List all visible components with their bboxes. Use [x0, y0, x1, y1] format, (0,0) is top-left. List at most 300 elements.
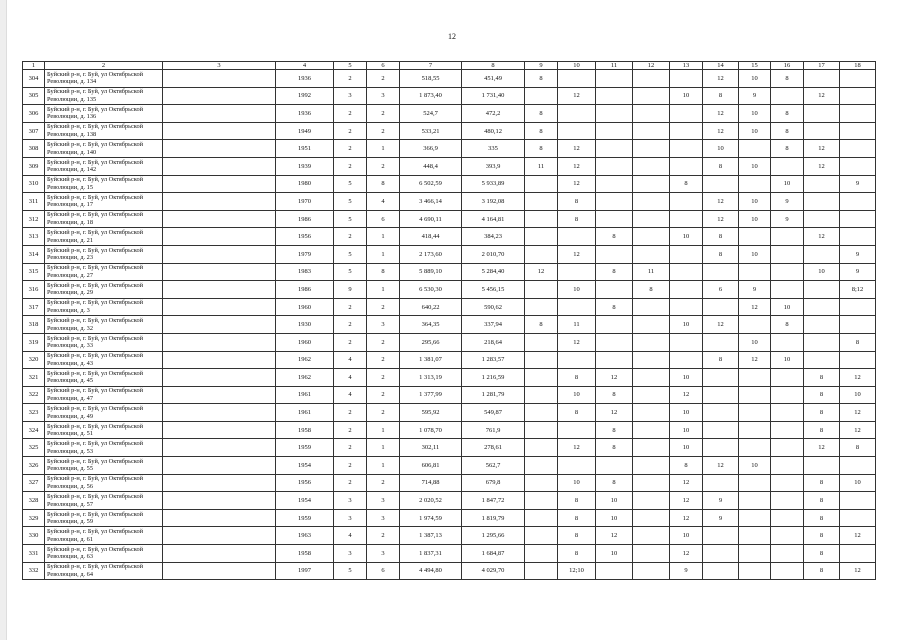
cell-c17 [804, 105, 840, 123]
cell-c6: 1 [367, 228, 400, 246]
cell-c6: 1 [367, 281, 400, 299]
cell-c11: 12 [596, 527, 633, 545]
cell-c6: 3 [367, 316, 400, 334]
cell-c14: 12 [703, 457, 739, 475]
cell-c7: 1 873,40 [400, 87, 462, 105]
cell-c8: 1 283,57 [462, 351, 525, 369]
table-row [23, 369, 876, 387]
cell-c4: 1956 [276, 474, 334, 492]
column-header-14: 14 [703, 62, 739, 70]
cell-c15 [739, 404, 771, 422]
cell-c16 [771, 386, 804, 404]
cell-c13 [670, 70, 703, 88]
cell-c7: 448,4 [400, 157, 462, 175]
cell-c9 [525, 351, 558, 369]
cell-c15: 12 [739, 298, 771, 316]
cell-row-number: 312 [23, 210, 45, 228]
cell-c17 [804, 281, 840, 299]
cell-empty [163, 87, 276, 105]
cell-address: Буйский р-н, г. Буй, ул Октябрьской Революции, д. 17 [45, 193, 163, 211]
cell-empty [163, 140, 276, 158]
cell-c6: 2 [367, 527, 400, 545]
cell-c14 [703, 333, 739, 351]
column-header-7: 7 [400, 62, 462, 70]
cell-c15 [739, 263, 771, 281]
table-row [23, 333, 876, 351]
cell-c4: 1954 [276, 492, 334, 510]
cell-c16 [771, 404, 804, 422]
cell-row-number: 328 [23, 492, 45, 510]
cell-c8: 3 192,08 [462, 193, 525, 211]
cell-address: Буйский р-н, г. Буй, ул Октябрьской Революции, д. 57 [45, 492, 163, 510]
cell-c9 [525, 457, 558, 475]
cell-c11 [596, 140, 633, 158]
cell-c13: 8 [670, 457, 703, 475]
table-row [23, 175, 876, 193]
cell-c8: 2 010,70 [462, 245, 525, 263]
table-row [23, 439, 876, 457]
cell-c17: 8 [804, 421, 840, 439]
cell-c17 [804, 333, 840, 351]
cell-c13: 10 [670, 439, 703, 457]
cell-c18 [840, 351, 876, 369]
cell-c7: 1 377,99 [400, 386, 462, 404]
cell-c7: 1 381,07 [400, 351, 462, 369]
cell-c14 [703, 175, 739, 193]
table-row [23, 122, 876, 140]
cell-c11: 8 [596, 263, 633, 281]
cell-c13: 10 [670, 228, 703, 246]
cell-c18 [840, 157, 876, 175]
cell-c9 [525, 298, 558, 316]
cell-c5: 2 [334, 228, 367, 246]
cell-c6: 2 [367, 157, 400, 175]
cell-c15: 10 [739, 457, 771, 475]
cell-c18: 12 [840, 369, 876, 387]
cell-c11 [596, 210, 633, 228]
cell-c5: 4 [334, 386, 367, 404]
column-header-18: 18 [840, 62, 876, 70]
cell-c9 [525, 562, 558, 580]
cell-c5: 2 [334, 105, 367, 123]
cell-c15: 10 [739, 122, 771, 140]
column-header-1: 1 [23, 62, 45, 70]
cell-c8: 335 [462, 140, 525, 158]
cell-c7: 2 020,52 [400, 492, 462, 510]
cell-c14 [703, 263, 739, 281]
cell-address: Буйский р-н, г. Буй, ул Октябрьской Революции, д. 3 [45, 298, 163, 316]
cell-c14: 12 [703, 210, 739, 228]
cell-empty [163, 545, 276, 563]
cell-c4: 1956 [276, 228, 334, 246]
cell-c16 [771, 527, 804, 545]
cell-c14 [703, 545, 739, 563]
cell-c13 [670, 351, 703, 369]
cell-c14: 10 [703, 140, 739, 158]
cell-c18: 9 [840, 263, 876, 281]
cell-c17: 10 [804, 263, 840, 281]
cell-c15 [739, 228, 771, 246]
cell-c9 [525, 245, 558, 263]
cell-empty [163, 369, 276, 387]
cell-c10: 12 [558, 87, 596, 105]
cell-address: Буйский р-н, г. Буй, ул Октябрьской Революции, д. 53 [45, 439, 163, 457]
cell-c5: 2 [334, 122, 367, 140]
table-row [23, 562, 876, 580]
cell-c18 [840, 298, 876, 316]
cell-c13: 10 [670, 87, 703, 105]
cell-address: Буйский р-н, г. Буй, ул Октябрьской Революции, д. 59 [45, 509, 163, 527]
cell-c9 [525, 228, 558, 246]
cell-c13: 12 [670, 474, 703, 492]
cell-c13: 12 [670, 492, 703, 510]
cell-c6: 1 [367, 245, 400, 263]
cell-c9: 12 [525, 263, 558, 281]
cell-row-number: 311 [23, 193, 45, 211]
cell-c18: 8 [840, 333, 876, 351]
cell-c11: 8 [596, 421, 633, 439]
cell-c15 [739, 386, 771, 404]
cell-c4: 1958 [276, 421, 334, 439]
column-header-8: 8 [462, 62, 525, 70]
cell-c12 [633, 369, 670, 387]
cell-c6: 8 [367, 175, 400, 193]
table-row [23, 351, 876, 369]
cell-c6: 1 [367, 140, 400, 158]
cell-empty [163, 474, 276, 492]
cell-c8: 1 847,72 [462, 492, 525, 510]
cell-c12 [633, 70, 670, 88]
cell-c5: 2 [334, 70, 367, 88]
cell-c4: 1979 [276, 245, 334, 263]
cell-address: Буйский р-н, г. Буй, ул Октябрьской Революции, д. 45 [45, 369, 163, 387]
cell-c4: 1954 [276, 457, 334, 475]
cell-c4: 1936 [276, 105, 334, 123]
cell-c14 [703, 404, 739, 422]
cell-c4: 1962 [276, 369, 334, 387]
cell-c16 [771, 87, 804, 105]
cell-c7: 6 502,59 [400, 175, 462, 193]
column-header-11: 11 [596, 62, 633, 70]
cell-c15: 10 [739, 333, 771, 351]
cell-c12 [633, 245, 670, 263]
cell-c5: 5 [334, 245, 367, 263]
cell-c6: 1 [367, 457, 400, 475]
cell-c4: 1992 [276, 87, 334, 105]
cell-c14: 8 [703, 351, 739, 369]
cell-empty [163, 457, 276, 475]
cell-row-number: 322 [23, 386, 45, 404]
cell-c16: 10 [771, 175, 804, 193]
cell-c9 [525, 193, 558, 211]
table-row [23, 281, 876, 299]
cell-c8: 1 281,79 [462, 386, 525, 404]
cell-c7: 714,88 [400, 474, 462, 492]
cell-row-number: 325 [23, 439, 45, 457]
cell-c7: 418,44 [400, 228, 462, 246]
cell-c6: 3 [367, 509, 400, 527]
cell-c8: 549,87 [462, 404, 525, 422]
cell-c13 [670, 122, 703, 140]
cell-row-number: 324 [23, 421, 45, 439]
cell-c9 [525, 333, 558, 351]
cell-c12 [633, 439, 670, 457]
cell-c11 [596, 175, 633, 193]
cell-c14: 12 [703, 70, 739, 88]
cell-row-number: 309 [23, 157, 45, 175]
cell-empty [163, 351, 276, 369]
column-header-9: 9 [525, 62, 558, 70]
cell-c11 [596, 87, 633, 105]
cell-c12 [633, 386, 670, 404]
table-row [23, 457, 876, 475]
cell-c6: 3 [367, 492, 400, 510]
left-page-edge [0, 0, 7, 640]
cell-c12 [633, 562, 670, 580]
cell-c18 [840, 228, 876, 246]
cell-c14 [703, 421, 739, 439]
cell-c12 [633, 316, 670, 334]
cell-c15: 10 [739, 70, 771, 88]
cell-c10 [558, 421, 596, 439]
cell-row-number: 306 [23, 105, 45, 123]
column-header-17: 17 [804, 62, 840, 70]
cell-c11 [596, 245, 633, 263]
cell-c10: 8 [558, 369, 596, 387]
cell-c14 [703, 369, 739, 387]
cell-c10: 12 [558, 157, 596, 175]
cell-c12 [633, 492, 670, 510]
cell-c9 [525, 281, 558, 299]
cell-c10: 12 [558, 439, 596, 457]
cell-c9: 8 [525, 140, 558, 158]
cell-c15: 9 [739, 87, 771, 105]
table-header-row [23, 62, 876, 70]
cell-c18: 8;12 [840, 281, 876, 299]
cell-address: Буйский р-н, г. Буй, ул Октябрьской Революции, д. 32 [45, 316, 163, 334]
cell-empty [163, 386, 276, 404]
cell-c9: 11 [525, 157, 558, 175]
cell-row-number: 315 [23, 263, 45, 281]
cell-c7: 595,92 [400, 404, 462, 422]
cell-c17: 8 [804, 509, 840, 527]
cell-c5: 3 [334, 509, 367, 527]
cell-c18 [840, 316, 876, 334]
table-row [23, 193, 876, 211]
cell-c13: 10 [670, 404, 703, 422]
table-row [23, 404, 876, 422]
cell-c13 [670, 105, 703, 123]
cell-c13 [670, 193, 703, 211]
cell-empty [163, 562, 276, 580]
cell-c5: 2 [334, 474, 367, 492]
cell-row-number: 305 [23, 87, 45, 105]
cell-c10: 12;10 [558, 562, 596, 580]
cell-address: Буйский р-н, г. Буй, ул Октябрьской Революции, д. 49 [45, 404, 163, 422]
cell-c4: 1936 [276, 70, 334, 88]
cell-c13: 8 [670, 175, 703, 193]
cell-c18 [840, 105, 876, 123]
cell-c16 [771, 281, 804, 299]
cell-c11: 8 [596, 439, 633, 457]
cell-c14: 8 [703, 87, 739, 105]
cell-address: Буйский р-н, г. Буй, ул Октябрьской Революции, д. 18 [45, 210, 163, 228]
cell-c8: 679,8 [462, 474, 525, 492]
cell-c17 [804, 457, 840, 475]
cell-c10: 8 [558, 527, 596, 545]
cell-c4: 1959 [276, 439, 334, 457]
cell-c18 [840, 122, 876, 140]
cell-empty [163, 245, 276, 263]
cell-c9: 8 [525, 70, 558, 88]
cell-c8: 480,12 [462, 122, 525, 140]
table-row [23, 509, 876, 527]
cell-c10: 10 [558, 386, 596, 404]
table-row [23, 298, 876, 316]
cell-c13 [670, 281, 703, 299]
cell-c5: 2 [334, 298, 367, 316]
cell-c17: 8 [804, 474, 840, 492]
cell-c7: 640,22 [400, 298, 462, 316]
cell-c18 [840, 492, 876, 510]
column-header-5: 5 [334, 62, 367, 70]
cell-c4: 1959 [276, 509, 334, 527]
cell-c7: 4 690,11 [400, 210, 462, 228]
cell-row-number: 304 [23, 70, 45, 88]
cell-c6: 2 [367, 386, 400, 404]
cell-c15 [739, 509, 771, 527]
cell-empty [163, 157, 276, 175]
cell-c17 [804, 210, 840, 228]
cell-c4: 1980 [276, 175, 334, 193]
cell-c18 [840, 509, 876, 527]
cell-c4: 1960 [276, 333, 334, 351]
cell-c8: 5 933,89 [462, 175, 525, 193]
cell-c8: 5 456,15 [462, 281, 525, 299]
cell-c6: 2 [367, 404, 400, 422]
column-header-15: 15 [739, 62, 771, 70]
cell-address: Буйский р-н, г. Буй, ул Октябрьской Революции, д. 55 [45, 457, 163, 475]
cell-c17 [804, 298, 840, 316]
cell-c15 [739, 562, 771, 580]
cell-c10: 8 [558, 492, 596, 510]
cell-c18 [840, 140, 876, 158]
cell-c17: 8 [804, 404, 840, 422]
cell-address: Буйский р-н, г. Буй, ул Октябрьской Революции, д. 61 [45, 527, 163, 545]
cell-c15 [739, 439, 771, 457]
cell-c18 [840, 87, 876, 105]
cell-c11: 10 [596, 509, 633, 527]
table-row [23, 527, 876, 545]
cell-c17: 12 [804, 228, 840, 246]
cell-row-number: 310 [23, 175, 45, 193]
cell-c13 [670, 333, 703, 351]
cell-c8: 337,94 [462, 316, 525, 334]
cell-c12: 11 [633, 263, 670, 281]
table-row [23, 474, 876, 492]
cell-empty [163, 333, 276, 351]
cell-empty [163, 298, 276, 316]
cell-c15 [739, 492, 771, 510]
table-row [23, 316, 876, 334]
cell-empty [163, 70, 276, 88]
cell-c9 [525, 492, 558, 510]
cell-c16 [771, 263, 804, 281]
cell-c8: 218,64 [462, 333, 525, 351]
cell-c7: 606,81 [400, 457, 462, 475]
cell-row-number: 318 [23, 316, 45, 334]
cell-c4: 1986 [276, 210, 334, 228]
cell-c7: 6 530,30 [400, 281, 462, 299]
cell-c16: 8 [771, 140, 804, 158]
cell-c17: 8 [804, 369, 840, 387]
cell-address: Буйский р-н, г. Буй, ул Октябрьской Революции, д. 27 [45, 263, 163, 281]
cell-c5: 5 [334, 210, 367, 228]
cell-c5: 3 [334, 492, 367, 510]
cell-c17 [804, 70, 840, 88]
cell-row-number: 313 [23, 228, 45, 246]
cell-c5: 2 [334, 140, 367, 158]
cell-c13: 12 [670, 386, 703, 404]
cell-empty [163, 316, 276, 334]
cell-c5: 3 [334, 87, 367, 105]
cell-c10 [558, 228, 596, 246]
cell-c18: 8 [840, 439, 876, 457]
cell-c7: 3 466,14 [400, 193, 462, 211]
cell-c7: 302,11 [400, 439, 462, 457]
cell-c13 [670, 157, 703, 175]
cell-address: Буйский р-н, г. Буй, ул Октябрьской Революции, д. 140 [45, 140, 163, 158]
cell-c10: 8 [558, 210, 596, 228]
cell-row-number: 326 [23, 457, 45, 475]
cell-c12 [633, 527, 670, 545]
cell-c5: 2 [334, 333, 367, 351]
cell-c10: 12 [558, 175, 596, 193]
cell-c17: 8 [804, 386, 840, 404]
cell-c17: 12 [804, 140, 840, 158]
cell-c8: 472,2 [462, 105, 525, 123]
cell-c12 [633, 509, 670, 527]
cell-c16 [771, 369, 804, 387]
cell-c13: 10 [670, 527, 703, 545]
cell-c16: 9 [771, 210, 804, 228]
cell-c11 [596, 70, 633, 88]
cell-c7: 366,9 [400, 140, 462, 158]
cell-address: Буйский р-н, г. Буй, ул Октябрьской Революции, д. 21 [45, 228, 163, 246]
cell-c15: 12 [739, 351, 771, 369]
cell-c17 [804, 351, 840, 369]
cell-c11 [596, 281, 633, 299]
cell-c12 [633, 193, 670, 211]
cell-c17 [804, 245, 840, 263]
cell-c18: 9 [840, 245, 876, 263]
cell-c10 [558, 122, 596, 140]
cell-c8: 384,23 [462, 228, 525, 246]
cell-row-number: 314 [23, 245, 45, 263]
cell-c16: 10 [771, 351, 804, 369]
cell-c4: 1963 [276, 527, 334, 545]
cell-c5: 5 [334, 263, 367, 281]
cell-c7: 5 889,10 [400, 263, 462, 281]
cell-c11 [596, 122, 633, 140]
cell-c17 [804, 122, 840, 140]
cell-c15 [739, 545, 771, 563]
cell-c16: 8 [771, 70, 804, 88]
cell-c16 [771, 228, 804, 246]
cell-empty [163, 527, 276, 545]
cell-c16: 8 [771, 122, 804, 140]
cell-c16 [771, 333, 804, 351]
